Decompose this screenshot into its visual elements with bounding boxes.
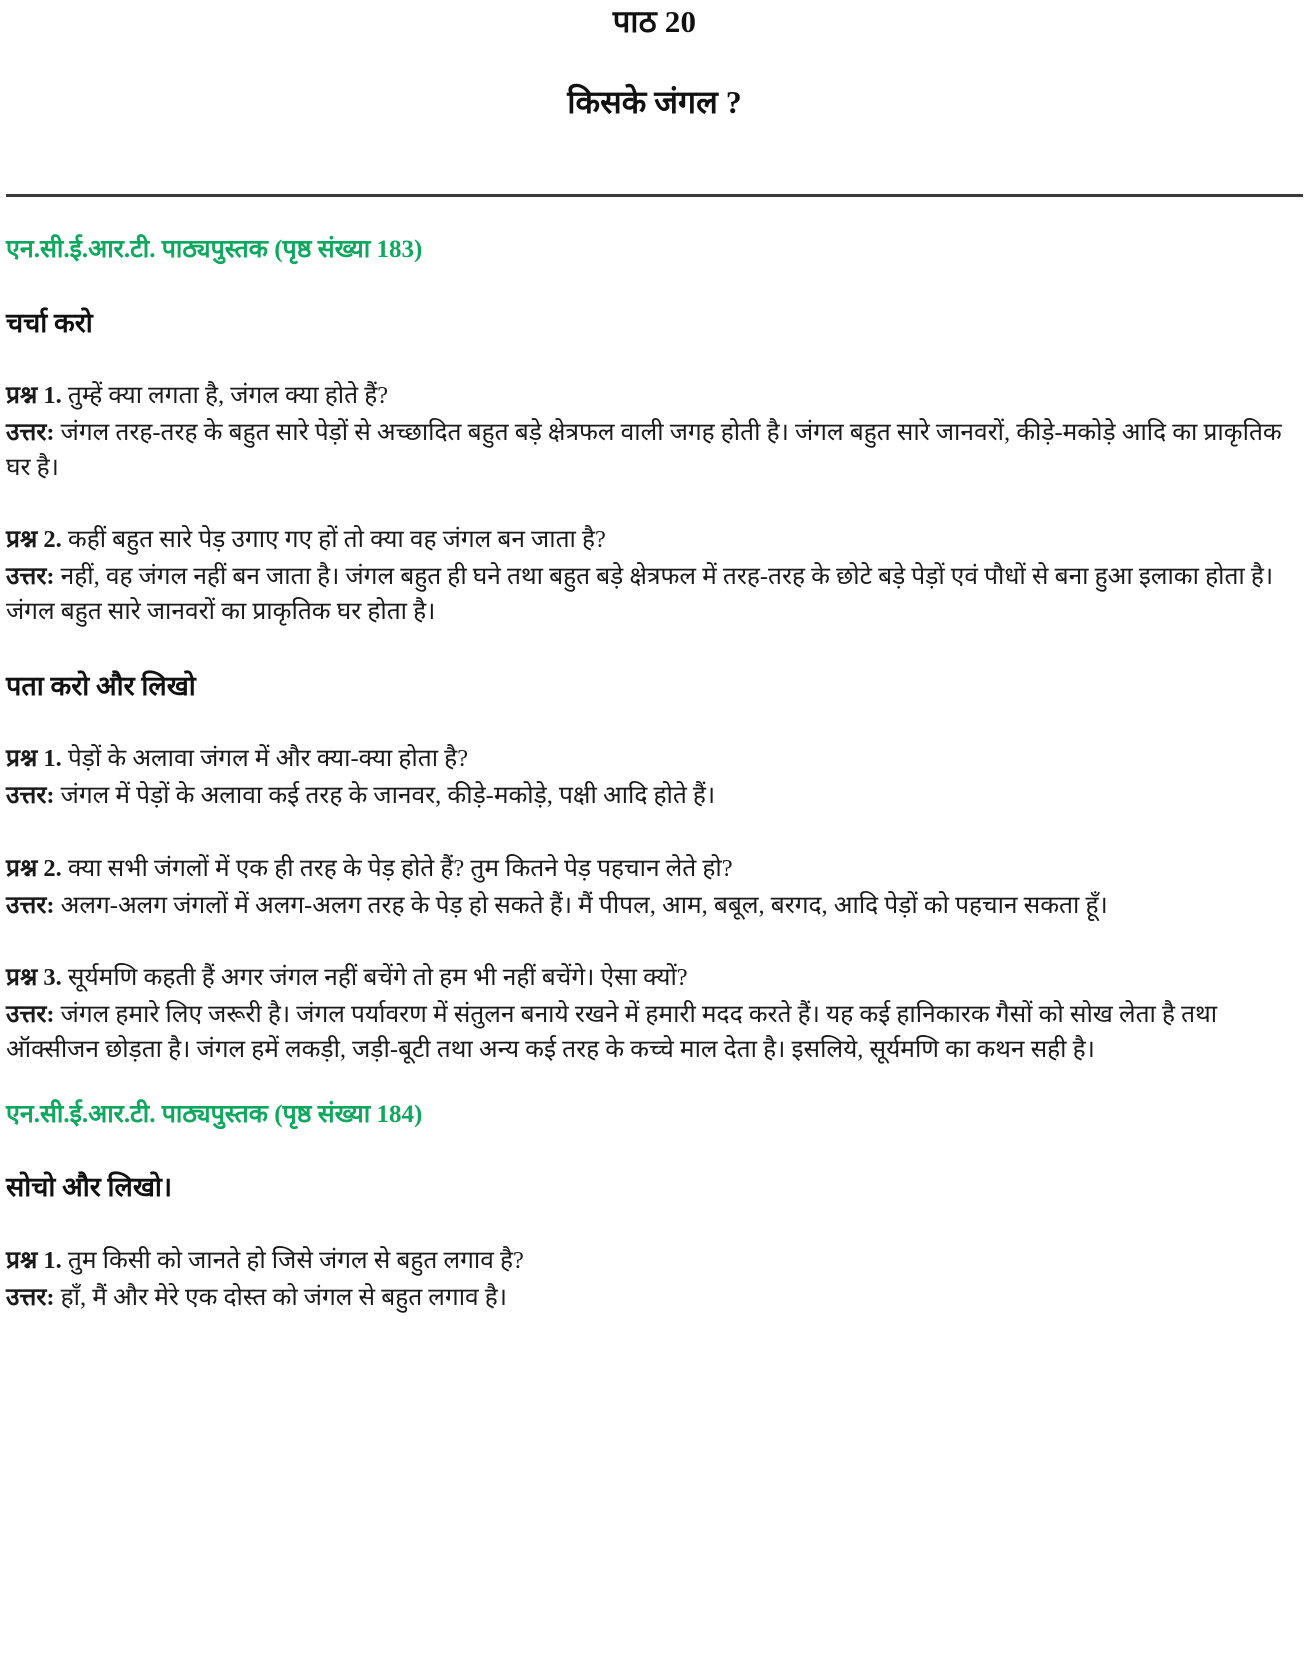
question-text [6,1244,1303,1279]
answer-text [6,889,1303,924]
qa-block [6,852,1303,924]
answer-label: उत्तर: [6,781,55,809]
answer-text [6,779,1303,814]
question-label: प्रश्न 1. [6,1246,62,1274]
question-label: प्रश्न 2. [6,854,62,882]
section-heading: चर्चा करो [6,307,93,338]
answer-body: नहीं, वह जंगल नहीं बन जाता है। जंगल बहुत ही घने तथा बहुत बड़े क्षेत्रफल में तरह-तरह के छोटे बड़े पेड़ों एवं पौधों से बना हुआ इलाका होता है। जंगल बहुत सारे जानवरों का प्राकृतिक घर होता है। [6,563,1274,625]
question-body: पेड़ों के अलावा जंगल में और क्या-क्या होता है? [67,745,469,773]
question-body: क्या सभी जंगलों में एक ही तरह के पेड़ होते हैं? तुम कितने पेड़ पहचान लेते हो? [67,854,733,882]
answer-label: उत्तर: [6,1001,55,1029]
source-heading: एन.सी.ई.आर.टी. पाठ्यपुस्तक (पृष्ठ संख्या 184) [6,1100,423,1128]
answer-text [6,416,1303,486]
answer-label: उत्तर: [6,418,55,446]
answer-body: जंगल हमारे लिए जरूरी है। जंगल पर्यावरण में संतुलन बनाये रखने में हमारी मदद करते हैं। यह कई हानिकारक गैसों को सोख लेता है तथा ऑक्सीजन छोड़ता है। जंगल हमें लकड़ी, जड़ी-बूटी तथा अन्य कई तरह के कच्चे माल देता है। इसलिये, सूर्यमणि का कथन सही है। [6,1001,1218,1063]
question-text [6,852,1303,887]
answer-body: जंगल में पेड़ों के अलावा कई तरह के जानवर, कीड़े-मकोड़े, पक्षी आदि होते हैं। [60,781,716,809]
question-text [6,961,1303,996]
question-text [6,379,1303,414]
answer-body: हाँ, मैं और मेरे एक दोस्त को जंगल से बहुत लगाव है। [60,1283,508,1311]
question-text [6,742,1303,777]
answer-label: उत्तर: [6,1283,55,1311]
chapter-label: पाठ 20 [612,4,697,39]
question-label: प्रश्न 1. [6,382,62,410]
answer-body: अलग-अलग जंगलों में अलग-अलग तरह के पेड़ हो सकते हैं। मैं पीपल, आम, बबूल, बरगद, आदि पेड़ों को पहचान सकता हूँ। [60,891,1108,919]
qa-block [6,961,1303,1067]
qa-block [6,1244,1303,1316]
question-label: प्रश्न 1. [6,745,62,773]
question-label: प्रश्न 3. [6,964,62,992]
qa-block [6,379,1303,485]
source-heading: एन.सी.ई.आर.टी. पाठ्यपुस्तक (पृष्ठ संख्या 183) [6,235,423,263]
answer-body: जंगल तरह-तरह के बहुत सारे पेड़ों से अच्छादित बहुत बड़े क्षेत्रफल वाली जगह होती है। जंगल बहुत सारे जानवरों, कीड़े-मकोड़े आदि का प्राकृतिक घर है। [6,418,1282,481]
title-block [6,0,1303,197]
qa-block [6,742,1303,814]
section-heading: पता करो और लिखो [6,670,196,701]
answer-text [6,560,1303,630]
question-body: तुम्हें क्या लगता है, जंगल क्या होते हैं? [67,382,389,410]
question-text [6,523,1303,558]
answer-label: उत्तर: [6,891,55,919]
question-body: सूर्यमणि कहती हैं अगर जंगल नहीं बचेंगे तो हम भी नहीं बचेंगे। ऐसा क्यों? [67,964,688,992]
section-heading: सोचो और लिखो। [6,1172,173,1203]
question-body: कहीं बहुत सारे पेड़ उगाए गए हों तो क्या वह जंगल बन जाता है? [67,526,606,554]
document-content [6,197,1303,1316]
qa-block [6,523,1303,629]
answer-text [6,1281,1303,1316]
question-label: प्रश्न 2. [6,526,62,554]
page-title: किसके जंगल ? [567,84,742,121]
question-body: तुम किसी को जानते हो जिसे जंगल से बहुत लगाव है? [67,1246,524,1274]
answer-text [6,998,1303,1068]
answer-label: उत्तर: [6,563,55,591]
